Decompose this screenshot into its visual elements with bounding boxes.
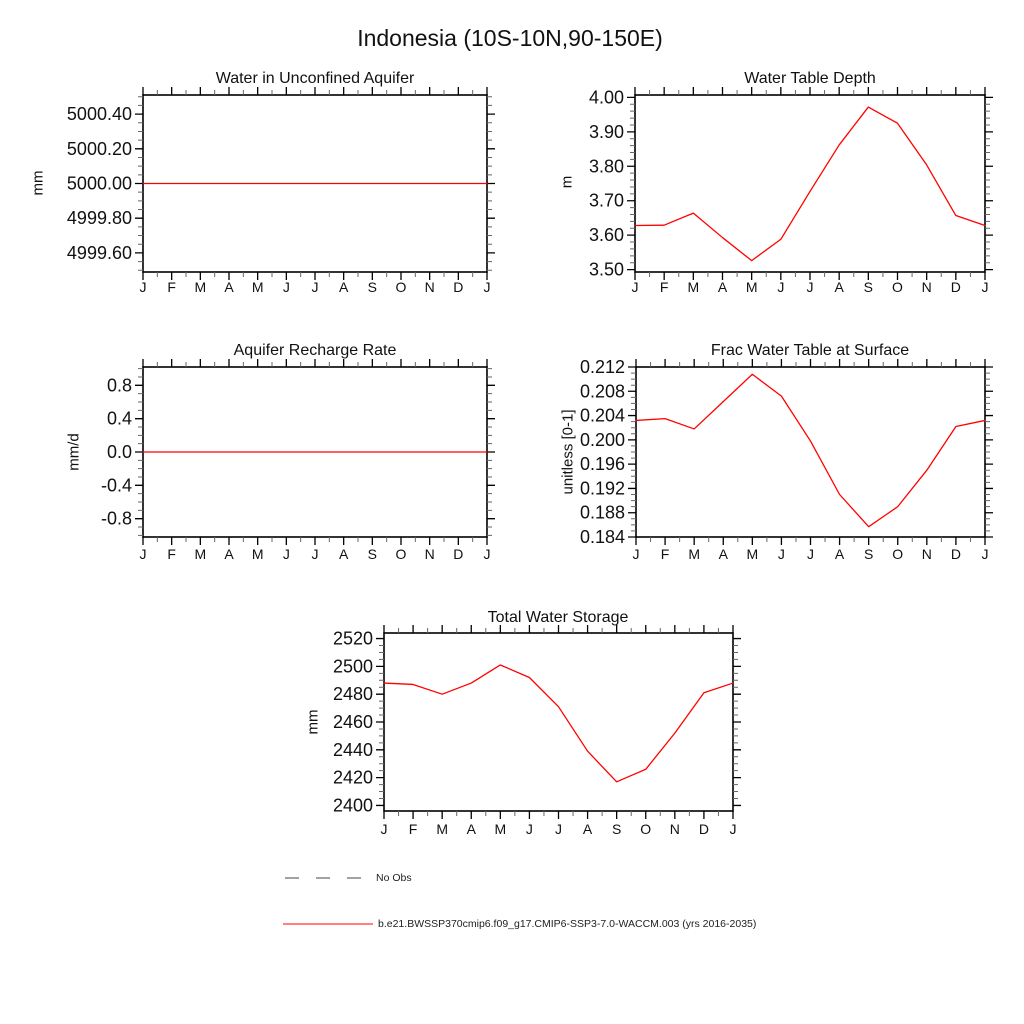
- x-tick-label: N: [921, 279, 932, 295]
- y-tick-label: 2400: [332, 795, 373, 816]
- x-tick-label: N: [424, 546, 435, 562]
- y-tick-label: 2420: [332, 767, 373, 788]
- x-tick-label: D: [453, 279, 464, 295]
- series-line: [635, 107, 985, 261]
- x-tick-label: M: [746, 546, 759, 562]
- x-tick-label: J: [631, 279, 639, 295]
- panel-title-total-water-storage: Total Water Storage: [487, 609, 629, 626]
- x-tick-label: O: [892, 546, 904, 562]
- y-tick-label: 0.208: [579, 381, 625, 402]
- panel-title-frac-water-table-at-surface: Frac Water Table at Surface: [710, 342, 910, 359]
- series-line: [384, 665, 733, 782]
- solid-line-sample: [283, 917, 373, 931]
- x-tick-label: J: [806, 279, 814, 295]
- x-tick-label: M: [687, 279, 700, 295]
- x-tick-label: A: [717, 279, 728, 295]
- x-tick-label: N: [669, 821, 680, 837]
- y-tick-label: 0.212: [579, 357, 625, 377]
- y-axis-label-mm: mm: [29, 170, 47, 196]
- y-tick-label: 3.50: [588, 259, 624, 280]
- x-tick-label: D: [950, 546, 961, 562]
- x-tick-label: M: [251, 279, 264, 295]
- panel-title-aquifer-recharge-rate: Aquifer Recharge Rate: [233, 342, 397, 359]
- x-tick-label: J: [380, 821, 388, 837]
- x-tick-label: O: [395, 546, 407, 562]
- x-tick-label: J: [981, 279, 989, 295]
- panel-title-water-in-unconfined-aquifer: Water in Unconfined Aquifer: [215, 70, 415, 87]
- y-axis-label-mm-tws: mm: [304, 709, 322, 735]
- x-tick-label: S: [863, 279, 874, 295]
- x-tick-label: J: [981, 546, 989, 562]
- x-tick-label: D: [950, 279, 961, 295]
- x-tick-label: F: [167, 546, 176, 562]
- x-tick-label: J: [483, 279, 491, 295]
- x-tick-label: A: [466, 821, 476, 837]
- x-tick-label: D: [453, 546, 464, 562]
- y-tick-label: -0.8: [100, 508, 132, 529]
- minor-ticks: [379, 628, 738, 816]
- panel-plot-water-in-unconfined-aquifer: [67, 87, 495, 295]
- y-tick-label: 2460: [332, 712, 373, 732]
- y-tick-label: 4.00: [588, 87, 624, 108]
- x-tick-label: J: [555, 821, 562, 837]
- x-tick-label: F: [659, 279, 669, 295]
- minor-ticks: [631, 362, 990, 542]
- x-tick-label: M: [194, 546, 207, 562]
- legend-entry-no-obs: [285, 871, 412, 885]
- dashed-line-sample: [285, 871, 365, 885]
- x-tick-label: J: [777, 279, 785, 295]
- x-tick-label: O: [640, 821, 652, 837]
- y-tick-label: 5000.00: [66, 173, 132, 194]
- x-tick-label: A: [338, 546, 349, 562]
- panel-plot-total-water-storage: [333, 625, 741, 837]
- x-tick-label: M: [251, 546, 264, 562]
- y-tick-label: 0.196: [579, 454, 625, 475]
- y-tick-label: 2500: [332, 656, 373, 677]
- y-tick-label: 3.80: [588, 156, 624, 177]
- x-tick-label: J: [525, 821, 533, 837]
- y-tick-label: 5000.40: [66, 104, 132, 125]
- x-tick-label: A: [582, 821, 593, 837]
- y-tick-label: 4999.80: [66, 208, 132, 229]
- x-tick-label: S: [863, 546, 874, 562]
- x-tick-label: D: [698, 821, 709, 837]
- x-tick-label: N: [921, 546, 932, 562]
- x-tick-label: J: [632, 546, 640, 562]
- plot-box: [384, 633, 733, 811]
- y-tick-label: 0.8: [106, 375, 132, 396]
- x-tick-label: J: [139, 546, 147, 562]
- x-tick-label: J: [807, 546, 814, 562]
- x-tick-label: S: [367, 546, 378, 562]
- y-tick-label: -0.4: [100, 475, 132, 496]
- x-tick-label: O: [395, 279, 407, 295]
- y-tick-label: 5000.20: [66, 138, 132, 159]
- plot-box: [636, 367, 985, 537]
- x-tick-label: J: [282, 546, 290, 562]
- y-axis-label-unitless: unitless [0-1]: [559, 409, 577, 495]
- x-tick-label: J: [282, 279, 290, 295]
- y-tick-label: 3.70: [588, 190, 624, 211]
- legend-label-model-run: b.e21.BWSSP370cmip6.f09_g17.CMIP6-SSP3-7.0-WACCM.003 (yrs 2016-2035): [378, 918, 757, 930]
- panel-plot-frac-water-table-at-surface: [580, 357, 993, 562]
- plot-box: [635, 95, 985, 272]
- x-tick-label: N: [424, 279, 435, 295]
- y-tick-label: 2480: [332, 684, 373, 705]
- x-tick-label: M: [688, 546, 701, 562]
- x-tick-label: J: [311, 546, 319, 562]
- y-tick-label: 0.184: [579, 527, 625, 547]
- y-tick-label: 0.200: [579, 429, 625, 450]
- panel-title-water-table-depth: Water Table Depth: [744, 70, 876, 87]
- x-tick-label: S: [611, 821, 622, 837]
- x-tick-label: F: [660, 546, 670, 562]
- series-line: [636, 374, 985, 526]
- x-tick-label: A: [338, 279, 349, 295]
- x-tick-label: J: [777, 546, 785, 562]
- x-tick-label: S: [367, 279, 378, 295]
- x-tick-label: A: [224, 279, 234, 295]
- minor-ticks: [630, 90, 990, 277]
- y-tick-label: 0.0: [106, 442, 132, 462]
- x-tick-label: A: [224, 546, 234, 562]
- x-tick-label: F: [408, 821, 418, 837]
- y-axis-label-mmd: mm/d: [65, 433, 83, 471]
- x-tick-label: A: [834, 546, 845, 562]
- y-tick-label: 0.192: [579, 478, 625, 499]
- y-axis-label-m: m: [558, 175, 576, 189]
- y-tick-label: 0.188: [579, 502, 625, 523]
- panel-plot-water-table-depth: [589, 87, 993, 295]
- x-tick-label: F: [167, 279, 176, 295]
- x-tick-label: J: [311, 279, 319, 295]
- x-tick-label: M: [194, 279, 207, 295]
- legend-entry-model-run: [283, 917, 756, 931]
- legend-label-no-obs: No Obs: [376, 872, 412, 884]
- y-tick-label: 0.204: [579, 405, 625, 426]
- x-tick-label: M: [436, 821, 449, 837]
- y-tick-label: 3.90: [588, 121, 624, 142]
- figure-title: Indonesia (10S-10N,90-150E): [357, 25, 663, 51]
- x-tick-label: M: [745, 279, 758, 295]
- y-tick-label: 3.60: [588, 225, 624, 246]
- x-tick-label: A: [718, 546, 728, 562]
- panel-plot-aquifer-recharge-rate: [101, 359, 495, 562]
- x-tick-label: J: [729, 821, 737, 837]
- y-tick-label: 0.4: [106, 408, 132, 429]
- y-tick-label: 4999.60: [66, 242, 132, 263]
- y-tick-label: 2440: [332, 739, 373, 760]
- x-tick-label: J: [483, 546, 491, 562]
- major-ticks: [376, 625, 741, 819]
- x-tick-label: M: [494, 821, 507, 837]
- x-tick-label: J: [139, 279, 147, 295]
- x-tick-label: O: [892, 279, 903, 295]
- x-tick-label: A: [834, 279, 844, 295]
- y-tick-label: 2520: [332, 628, 373, 649]
